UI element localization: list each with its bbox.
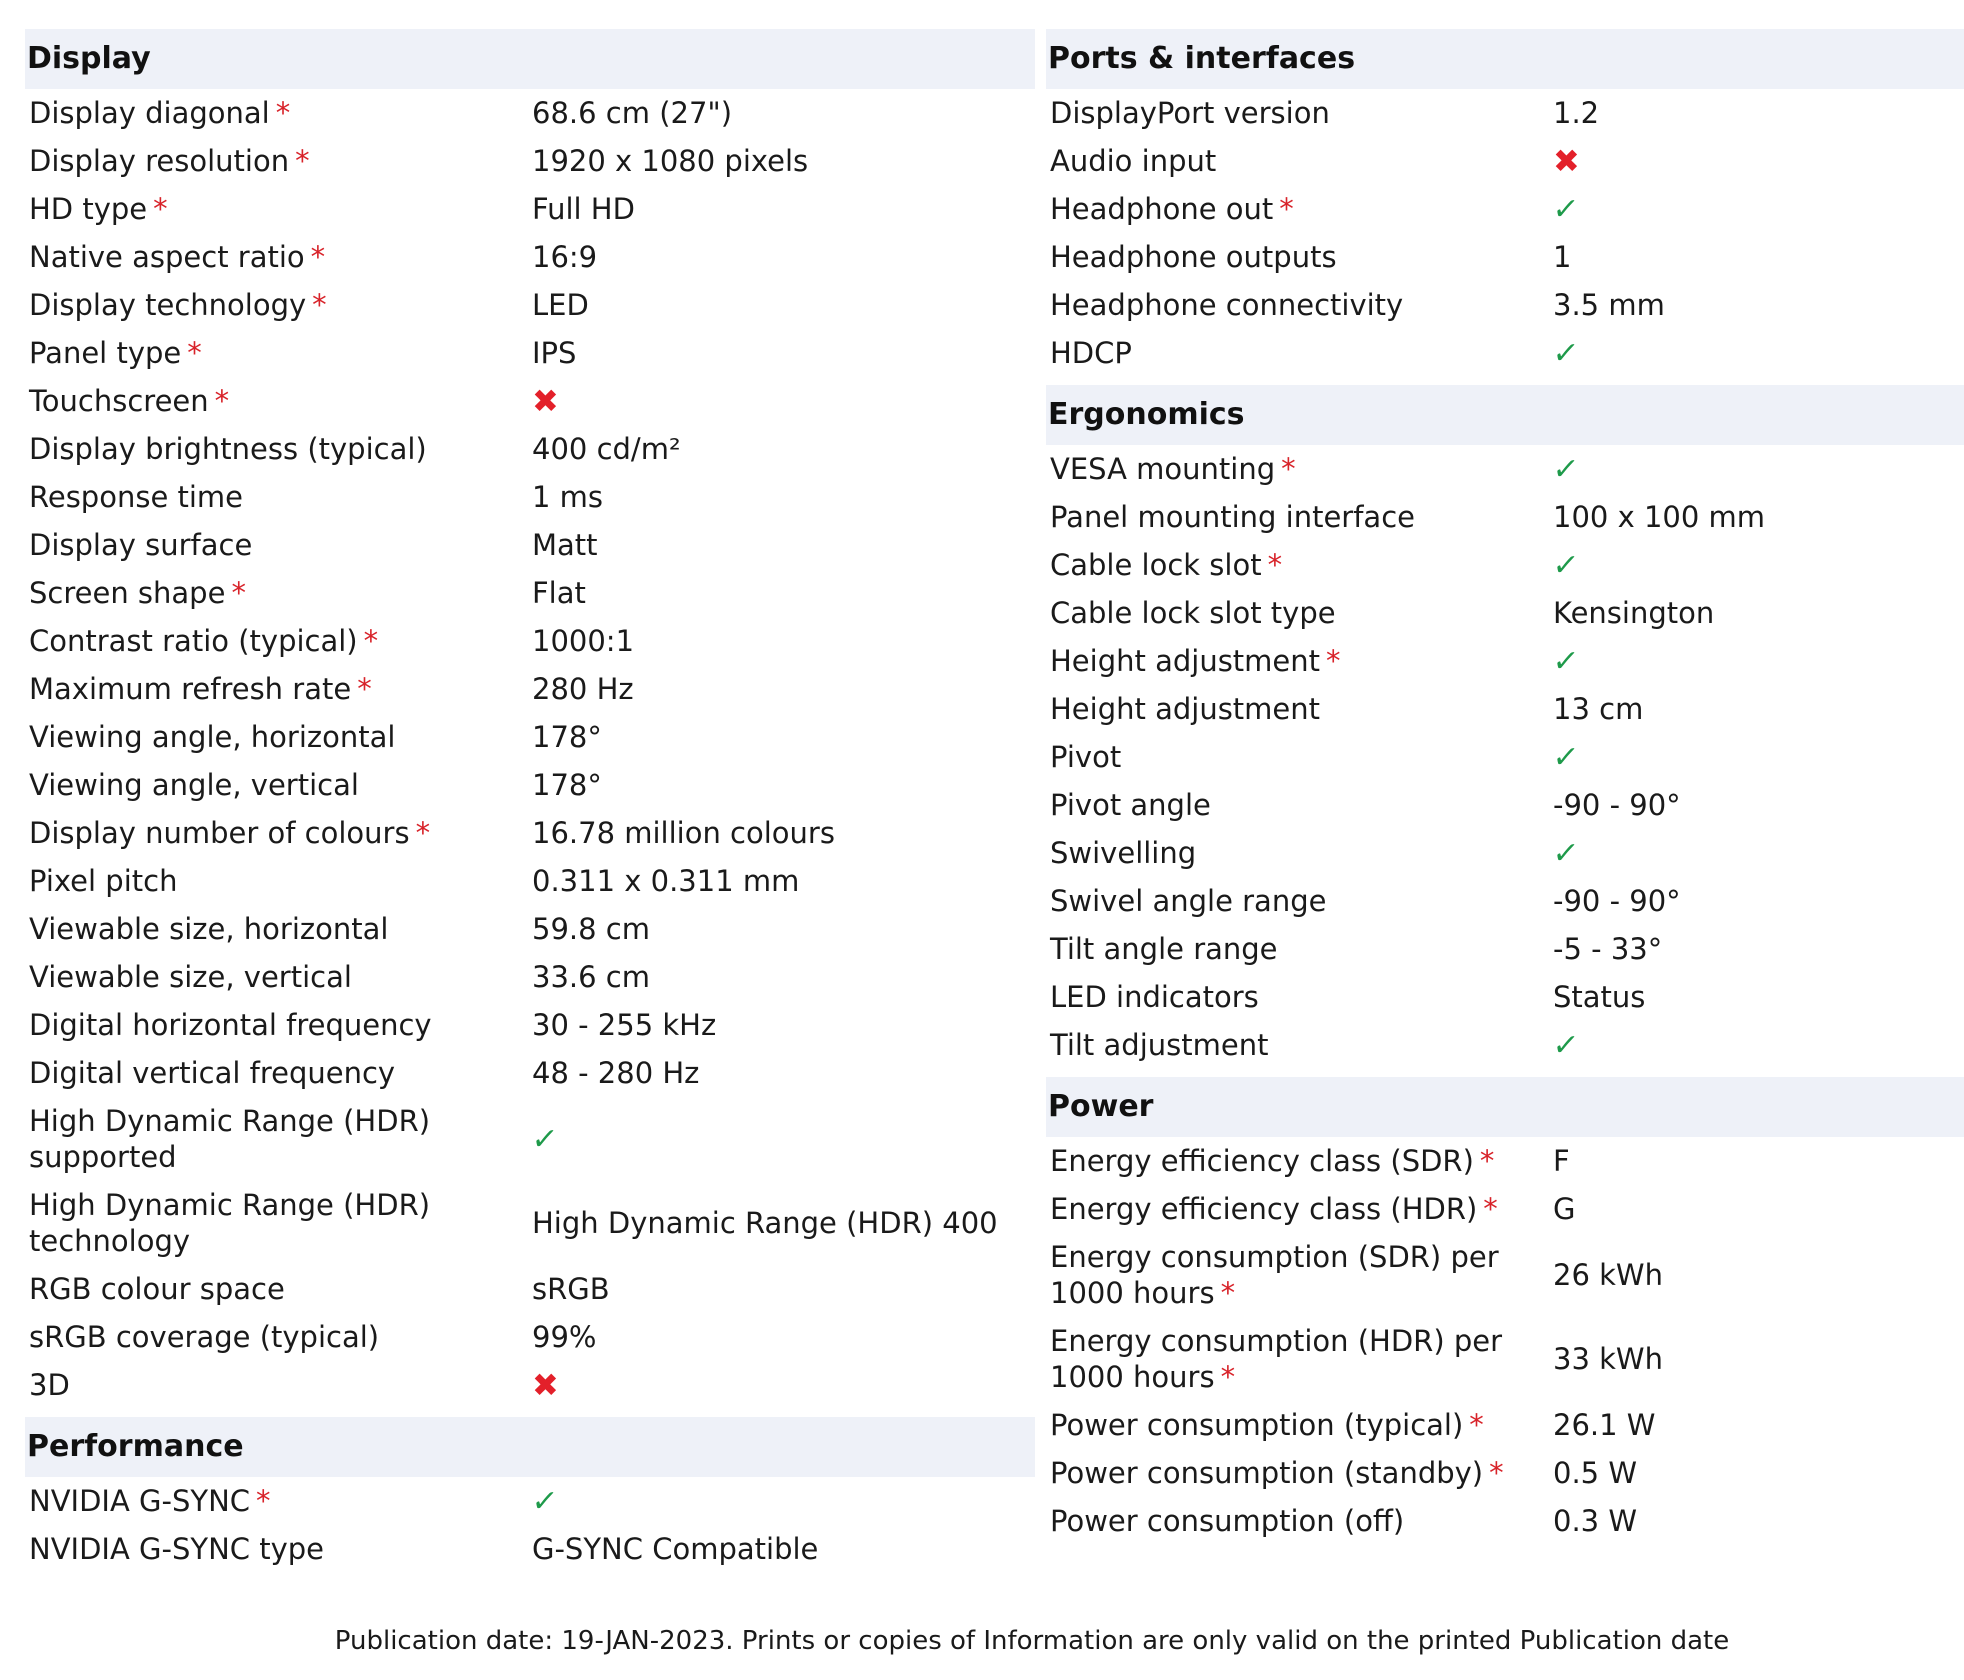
spec-value: IPS <box>532 336 577 370</box>
spec-row-hd-type <box>25 185 1035 233</box>
check-icon: ✓ <box>1550 739 1581 775</box>
spec-label: Digital vertical frequency <box>29 1056 396 1090</box>
spec-row-display-resolution <box>25 137 1035 185</box>
right-column <box>1046 29 1964 1545</box>
spec-label: High Dynamic Range (HDR) technology <box>29 1188 431 1258</box>
spec-label: VESA mounting <box>1050 452 1276 486</box>
required-marker: * <box>1220 1276 1236 1310</box>
spec-row-display-technology <box>25 281 1035 329</box>
spec-row-headphone-out <box>1046 185 1964 233</box>
spec-label: Power consumption (standby) <box>1050 1456 1484 1490</box>
required-marker: * <box>1279 192 1294 226</box>
spec-row-tilt-adjustment <box>1046 1021 1964 1069</box>
spec-label: Display technology <box>29 288 307 322</box>
spec-row-pivot-angle <box>1046 781 1964 829</box>
spec-label: Maximum refresh rate <box>29 672 352 706</box>
spec-label: Tilt adjustment <box>1050 1028 1269 1062</box>
required-marker: * <box>310 240 326 274</box>
spec-value: 400 cd/m² <box>532 432 681 466</box>
required-marker: * <box>187 336 202 370</box>
spec-label: 3D <box>29 1368 70 1402</box>
spec-value: 178° <box>532 768 602 802</box>
required-marker: * <box>1483 1192 1498 1226</box>
section-display <box>25 29 1035 1409</box>
spec-label: Height adjustment <box>1050 692 1321 726</box>
required-marker: * <box>1220 1360 1236 1394</box>
check-icon: ✓ <box>1550 451 1581 487</box>
required-marker: * <box>256 1484 271 1518</box>
required-marker: * <box>295 144 310 178</box>
spec-label: Energy efficiency class (HDR) <box>1050 1192 1478 1226</box>
spec-row-tilt-angle-range <box>1046 925 1964 973</box>
section-header-performance: Performance <box>25 1417 1035 1477</box>
spec-label: Pixel pitch <box>29 864 178 898</box>
spec-value: 16.78 million colours <box>532 816 835 850</box>
check-icon: ✓ <box>1550 335 1581 371</box>
spec-value: 178° <box>532 720 602 754</box>
spec-value: 1920 x 1080 pixels <box>532 144 809 178</box>
spec-value: -90 - 90° <box>1553 788 1681 822</box>
section-power <box>1046 1077 1964 1545</box>
section-performance <box>25 1417 1035 1573</box>
spec-row-number-of-colours <box>25 809 1035 857</box>
required-marker: * <box>275 96 291 130</box>
spec-label: Pivot angle <box>1050 788 1211 822</box>
spec-value: -90 - 90° <box>1553 884 1681 918</box>
spec-row-hdr-technology <box>25 1181 1035 1265</box>
spec-row-brightness <box>25 425 1035 473</box>
spec-label: NVIDIA G-SYNC type <box>29 1532 325 1566</box>
spec-value: Matt <box>532 528 598 562</box>
required-marker: * <box>231 576 246 610</box>
spec-row-height-adjustment <box>1046 637 1964 685</box>
spec-label: Viewable size, vertical <box>29 960 352 994</box>
spec-value: 26 kWh <box>1553 1258 1663 1292</box>
spec-label: Panel type <box>29 336 182 370</box>
spec-row-height-adjustment-value <box>1046 685 1964 733</box>
spec-value: 100 x 100 mm <box>1553 500 1766 534</box>
spec-row-3d <box>25 1361 1035 1409</box>
spec-label: Pivot <box>1050 740 1122 774</box>
spec-row-digital-vertical-frequency <box>25 1049 1035 1097</box>
spec-row-display-surface <box>25 521 1035 569</box>
spec-label: Cable lock slot <box>1050 548 1262 582</box>
spec-row-energy-class-hdr <box>1046 1185 1964 1233</box>
spec-value: 68.6 cm (27") <box>532 96 733 130</box>
spec-label: Native aspect ratio <box>29 240 305 274</box>
spec-row-contrast-ratio <box>25 617 1035 665</box>
required-marker: * <box>214 384 230 418</box>
section-ports <box>1046 29 1964 377</box>
spec-row-refresh-rate <box>25 665 1035 713</box>
spec-label: Power consumption (off) <box>1050 1504 1405 1538</box>
section-header-ports: Ports & interfaces <box>1046 29 1964 89</box>
spec-value: 48 - 280 Hz <box>532 1056 700 1090</box>
spec-label: LED indicators <box>1050 980 1259 1014</box>
spec-label: sRGB coverage (typical) <box>29 1320 380 1354</box>
spec-row-hdcp <box>1046 329 1964 377</box>
spec-row-srgb-coverage <box>25 1313 1035 1361</box>
spec-row-headphone-connectivity <box>1046 281 1964 329</box>
spec-value: 0.3 W <box>1553 1504 1638 1538</box>
spec-value: 1000:1 <box>532 624 635 658</box>
cross-icon: ✖ <box>532 381 559 420</box>
spec-value: 33.6 cm <box>532 960 650 994</box>
required-marker: * <box>153 192 168 226</box>
spec-row-cable-lock-slot <box>1046 541 1964 589</box>
spec-row-power-off <box>1046 1497 1964 1545</box>
check-icon: ✓ <box>1550 191 1581 227</box>
required-marker: * <box>1281 452 1296 486</box>
required-marker: * <box>415 816 431 850</box>
spec-value: 99% <box>532 1320 597 1354</box>
spec-value: 1 <box>1553 240 1572 274</box>
spec-label: Viewing angle, horizontal <box>29 720 396 754</box>
spec-label: Contrast ratio (typical) <box>29 624 358 658</box>
cross-icon: ✖ <box>1553 141 1580 180</box>
required-marker: * <box>1489 1456 1504 1490</box>
spec-label: Viewable size, horizontal <box>29 912 389 946</box>
spec-label: RGB colour space <box>29 1272 285 1306</box>
check-icon: ✓ <box>1550 547 1581 583</box>
spec-value: Status <box>1553 980 1646 1014</box>
spec-label: HDCP <box>1050 336 1132 370</box>
spec-label: Screen shape <box>29 576 226 610</box>
spec-row-response-time <box>25 473 1035 521</box>
spec-label: DisplayPort version <box>1050 96 1330 130</box>
spec-row-pixel-pitch <box>25 857 1035 905</box>
spec-value: LED <box>532 288 589 322</box>
section-header-ergonomics: Ergonomics <box>1046 385 1964 445</box>
spec-row-displayport-version <box>1046 89 1964 137</box>
spec-row-energy-consumption-hdr <box>1046 1317 1964 1401</box>
check-icon: ✓ <box>1550 643 1581 679</box>
spec-value: -5 - 33° <box>1553 932 1663 966</box>
spec-label: NVIDIA G-SYNC <box>29 1484 251 1518</box>
spec-label: Display brightness (typical) <box>29 432 427 466</box>
spec-row-pivot <box>1046 733 1964 781</box>
spec-row-led-indicators <box>1046 973 1964 1021</box>
spec-label: Headphone outputs <box>1050 240 1337 274</box>
spec-label: Display number of colours <box>29 816 410 850</box>
check-icon: ✓ <box>1550 1027 1581 1063</box>
spec-label: Audio input <box>1050 144 1217 178</box>
spec-value: 30 - 255 kHz <box>532 1008 717 1042</box>
spec-label: Viewing angle, vertical <box>29 768 359 802</box>
required-marker: * <box>1469 1408 1484 1442</box>
check-icon: ✓ <box>1550 835 1581 871</box>
left-column <box>25 29 1035 1573</box>
spec-label: Cable lock slot type <box>1050 596 1336 630</box>
section-header-power: Power <box>1046 1077 1964 1137</box>
required-marker: * <box>312 288 327 322</box>
spec-label: Touchscreen <box>29 384 209 418</box>
spec-value: Full HD <box>532 192 635 226</box>
spec-row-energy-consumption-sdr <box>1046 1233 1964 1317</box>
spec-value: G-SYNC Compatible <box>532 1532 819 1566</box>
spec-row-headphone-outputs <box>1046 233 1964 281</box>
cross-icon: ✖ <box>532 1365 559 1404</box>
spec-value: Flat <box>532 576 586 610</box>
spec-value: Kensington <box>1553 596 1715 630</box>
spec-value: 280 Hz <box>532 672 634 706</box>
spec-row-hdr-supported <box>25 1097 1035 1181</box>
spec-label: Power consumption (typical) <box>1050 1408 1464 1442</box>
spec-value: High Dynamic Range (HDR) 400 <box>532 1206 998 1240</box>
spec-value: 0.311 x 0.311 mm <box>532 864 800 898</box>
spec-label: Display surface <box>29 528 253 562</box>
spec-value: 33 kWh <box>1553 1342 1663 1376</box>
spec-row-vesa-mounting <box>1046 445 1964 493</box>
check-icon: ✓ <box>529 1121 560 1157</box>
publication-footer: Publication date: 19-JAN-2023. Prints or copies of Information are only valid on the printed Publication date <box>334 1626 1730 1656</box>
spec-row-g-sync-type <box>25 1525 1035 1573</box>
spec-row-power-typical <box>1046 1401 1964 1449</box>
spec-row-display-diagonal <box>25 89 1035 137</box>
spec-row-aspect-ratio <box>25 233 1035 281</box>
spec-row-viewing-angle-horizontal <box>25 713 1035 761</box>
spec-label: Energy consumption (SDR) per 1000 hours <box>1050 1240 1499 1310</box>
spec-row-panel-type <box>25 329 1035 377</box>
spec-row-energy-class-sdr <box>1046 1137 1964 1185</box>
spec-label: Energy consumption (HDR) per 1000 hours <box>1050 1324 1503 1394</box>
spec-label: Digital horizontal frequency <box>29 1008 432 1042</box>
spec-label: Headphone out <box>1050 192 1274 226</box>
spec-row-digital-horizontal-frequency <box>25 1001 1035 1049</box>
spec-value: F <box>1553 1144 1570 1178</box>
spec-label: Energy efficiency class (SDR) <box>1050 1144 1474 1178</box>
spec-row-rgb-colour-space <box>25 1265 1035 1313</box>
required-marker: * <box>363 624 379 658</box>
spec-row-audio-input <box>1046 137 1964 185</box>
spec-value: 3.5 mm <box>1553 288 1665 322</box>
section-header-display: Display <box>25 29 1035 89</box>
spec-row-touchscreen <box>25 377 1035 425</box>
spec-label: Swivel angle range <box>1050 884 1327 918</box>
spec-value: 0.5 W <box>1553 1456 1638 1490</box>
spec-label: Tilt angle range <box>1050 932 1278 966</box>
required-marker: * <box>1267 548 1283 582</box>
spec-value: 1 ms <box>532 480 604 514</box>
spec-label: Panel mounting interface <box>1050 500 1415 534</box>
spec-row-swivelling <box>1046 829 1964 877</box>
spec-value: G <box>1553 1192 1576 1226</box>
spec-row-viewable-size-vertical <box>25 953 1035 1001</box>
required-marker: * <box>1326 644 1341 678</box>
spec-row-screen-shape <box>25 569 1035 617</box>
spec-row-panel-mounting-interface <box>1046 493 1964 541</box>
required-marker: * <box>357 672 372 706</box>
spec-row-swivel-angle-range <box>1046 877 1964 925</box>
spec-label: Display diagonal <box>29 96 270 130</box>
spec-value: 13 cm <box>1553 692 1644 726</box>
spec-row-power-standby <box>1046 1449 1964 1497</box>
spec-row-viewable-size-horizontal <box>25 905 1035 953</box>
spec-label: Display resolution <box>29 144 290 178</box>
spec-row-cable-lock-slot-type <box>1046 589 1964 637</box>
spec-value: 1.2 <box>1553 96 1600 130</box>
spec-label: Headphone connectivity <box>1050 288 1404 322</box>
spec-value: 26.1 W <box>1553 1408 1656 1442</box>
spec-label: Swivelling <box>1050 836 1197 870</box>
spec-value: 16:9 <box>532 240 598 274</box>
required-marker: * <box>1479 1144 1495 1178</box>
spec-value: sRGB <box>532 1272 610 1306</box>
spec-value: 59.8 cm <box>532 912 650 946</box>
spec-row-g-sync <box>25 1477 1035 1525</box>
spec-label: HD type <box>29 192 148 226</box>
section-ergonomics <box>1046 385 1964 1069</box>
spec-label: Height adjustment <box>1050 644 1321 678</box>
spec-row-viewing-angle-vertical <box>25 761 1035 809</box>
check-icon: ✓ <box>529 1483 560 1519</box>
spec-label: High Dynamic Range (HDR) supported <box>29 1104 431 1174</box>
spec-label: Response time <box>29 480 244 514</box>
